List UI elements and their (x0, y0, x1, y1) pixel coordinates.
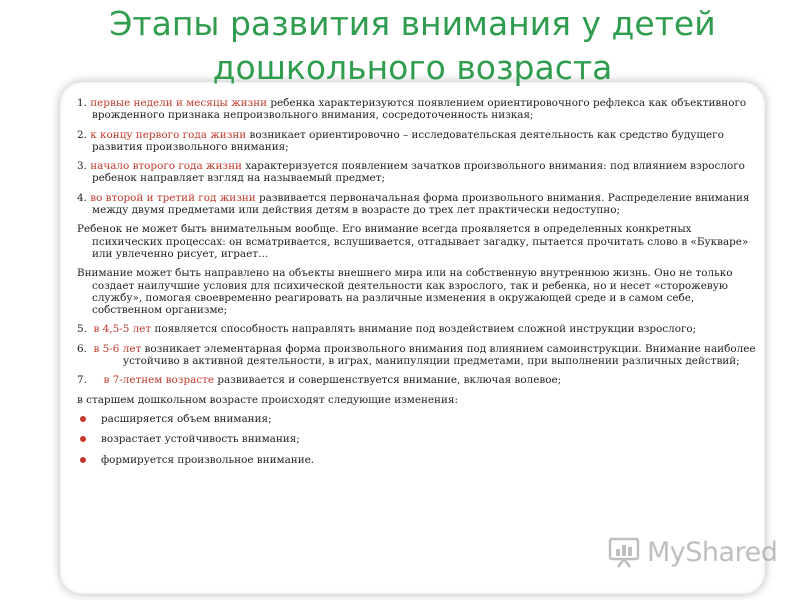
stage-number: 1. (77, 97, 87, 109)
stage-text: возникает элементарная форма произвольного внимания под влиянием самоинструкции. Внимание наиболее устойчиво в активной деятельности, в играх, манипуляции предметами, при выполнении различных действий; (123, 342, 756, 368)
stage-item-5 (77, 323, 757, 335)
stage-highlight: в 7-летнем возрасте (103, 374, 215, 387)
slide-body (77, 97, 757, 474)
stage-highlight: во второй и третий год жизни (90, 191, 256, 204)
title-line-1: Этапы развития внимания у детей (109, 4, 716, 43)
stage-text: ребенка характеризуются появлением ориентировочного рефлекса как объективного врожденного признака непроизвольного внимания, сосредоточенность низкая; (92, 97, 747, 122)
stage-highlight: начало второго года жизни (90, 160, 242, 173)
presentation-board-icon (607, 535, 641, 569)
bullet-dot-icon (80, 436, 86, 442)
stage-item-1 (77, 97, 757, 122)
stage-text: возникает ориентировочно – исследовательская деятельность как средство будущего развития произвольного внимания; (92, 128, 724, 153)
stage-item-4 (77, 192, 757, 217)
stage-highlight: в 5-6 лет (93, 342, 142, 355)
stage-text: развивается первоначальная форма произвольного внимания. Распределение внимания между двумя предметами или действия детям в возрасте до трех лет практически недоступно; (92, 191, 750, 217)
list-item-text: возрастает устойчивость внимания; (101, 433, 300, 446)
stage-number: 7. (77, 374, 87, 387)
stage-number: 3. (77, 160, 87, 173)
stage-item-7 (77, 374, 757, 386)
stage-highlight: к концу первого года жизни (90, 128, 247, 141)
stage-item-2 (77, 129, 757, 154)
stage-text: появляется способность направлять внимание под воздействием сложной инструкции взрослого; (151, 323, 697, 336)
stage-number: 6. (77, 342, 87, 355)
changes-list (77, 413, 757, 466)
list-item (77, 454, 757, 466)
stage-number: 4. (77, 191, 87, 204)
list-item (77, 433, 757, 445)
stage-item-6 (77, 343, 757, 368)
list-item-text: формируется произвольное внимание. (101, 453, 315, 466)
list-item (77, 413, 757, 425)
slide-title (60, 2, 765, 90)
bullet-dot-icon (80, 457, 86, 463)
stage-text: развивается и совершенствуется внимание, включая волевое; (214, 374, 562, 387)
stage-text: характеризуется появлением зачатков произвольного внимания: под влиянием взрослого ребенок направляет взгляд на называемый предмет; (92, 160, 745, 185)
list-item-text: расширяется объем внимания; (101, 412, 272, 425)
stage-highlight: в 4,5-5 лет (93, 323, 152, 336)
stage-number: 2. (77, 128, 87, 141)
paragraph-attention-direction: Внимание может быть направлено на объекты внешнего мира или на собственную внутреннюю жизнь. Оно не только создает наилучшие условия для психической деятельности как взрослого, так и ребенка, но и несет «сторожевую службу», помогая своевременно реагировать на различные изменения в окружающей среде и в самом себе, собственном организме; (77, 267, 733, 317)
watermark (607, 532, 777, 572)
bullet-dot-icon (80, 416, 86, 422)
watermark-text: MyShared (647, 536, 778, 568)
title-line-2: дошкольного возраста (212, 48, 613, 87)
stage-number: 5. (77, 323, 87, 336)
paragraph-senior-preschool: в старшем дошкольном возрасте происходят следующие изменения: (77, 393, 458, 406)
stage-item-3 (77, 160, 757, 185)
stage-highlight: первые недели и месяцы жизни (90, 97, 268, 109)
paragraph-child-attention: Ребенок не может быть внимательным вообще. Его внимание всегда проявляется в определенных конкретных психических процессах: он всматривается, вслушивается, отгадывает загадку, пытается прочитать слово в «Букваре» или увлеченно рисует, играет… (77, 223, 749, 260)
